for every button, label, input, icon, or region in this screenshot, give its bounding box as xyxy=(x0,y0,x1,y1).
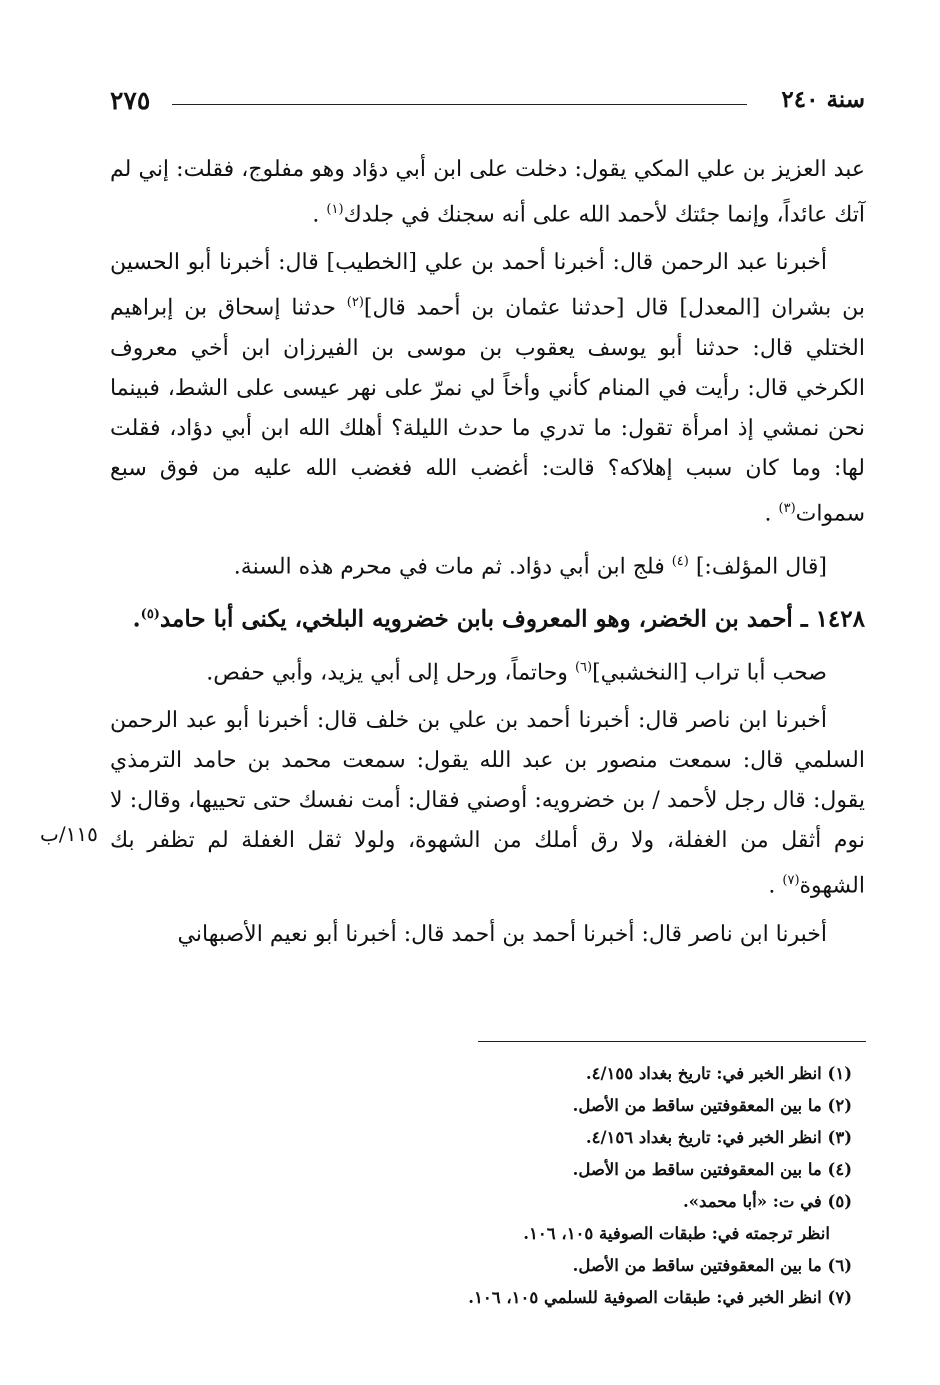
paragraph-5-end: . xyxy=(768,873,783,899)
manuscript-folio-marker: ١١٥/ب xyxy=(40,822,98,846)
header-rule xyxy=(172,104,747,105)
footnote-ref-7: (٧) xyxy=(782,873,800,889)
footnote-1: (١) انظر الخبر في: تاريخ بغداد ٤/١٥٥. xyxy=(585,1064,852,1083)
footnote-ref-3: (٣) xyxy=(778,500,796,516)
footnote-ref-5: (٥) xyxy=(140,607,160,623)
footnote-4: (٤) ما بين المعقوفتين ساقط من الأصل. xyxy=(572,1160,852,1179)
paragraph-5-text: أخبرنا ابن ناصر قال: أخبرنا أحمد بن علي بن خلف قال: أخبرنا أبو عبد الرحمن السلمي قال: سمعت منصور بن عبد الله يقول: سمعت محمد بن حامد الترمذي يقول: قال رجل لأحمد / بن خضرويه: أوصني فقال: أمت نفسك حتى تحييها، وقال: لا نوم أثقل من الغفلة، ولا رق أملك من الشهوة، ولولا ثقل الغفلة لم تظفر بك الشهوة xyxy=(110,708,865,899)
paragraph-2 xyxy=(110,243,865,534)
paragraph-1-text: عبد العزيز بن علي المكي يقول: دخلت على ابن أبي دؤاد وهو مفلوج، فقلت: إني لم آتك عائداً، وإنما جئتك لأحمد الله على أنه سجنك في جلدك xyxy=(110,157,865,228)
footnote-3: (٣) انظر الخبر في: تاريخ بغداد ٤/١٥٦. xyxy=(585,1128,852,1147)
paragraph-1-end: . xyxy=(312,202,327,228)
paragraph-5 xyxy=(110,701,865,906)
footnote-2: (٢) ما بين المعقوفتين ساقط من الأصل. xyxy=(572,1096,852,1115)
footnote-5: (٥) في ت: «أبا محمد». xyxy=(683,1192,852,1211)
footnote-ref-2: (٢) xyxy=(346,295,364,311)
footnote-ref-4: (٤) xyxy=(671,553,689,569)
paragraph-3 xyxy=(110,542,865,587)
entry-heading-end: . xyxy=(132,605,141,633)
paragraph-4-text-b: وحاتماً، ورحل إلى أبي يزيد، وأبي حفص. xyxy=(206,660,575,686)
entry-heading xyxy=(110,595,865,640)
footnote-ref-6: (٦) xyxy=(574,659,593,675)
paragraph-4 xyxy=(110,648,865,693)
page-header xyxy=(110,86,865,120)
main-text xyxy=(110,150,865,963)
paragraph-3-text-a: [قال المؤلف:] xyxy=(688,554,827,580)
footnote-separator xyxy=(478,1041,866,1042)
footnote-5-continued: انظر ترجمته في: طبقات الصوفية ١٠٥، ١٠٦. xyxy=(523,1224,830,1243)
footnote-ref-1: (١) xyxy=(326,202,344,217)
footnotes xyxy=(432,1058,852,1314)
footnote-6: (٦) ما بين المعقوفتين ساقط من الأصل. xyxy=(572,1256,852,1275)
paragraph-6-text: أخبرنا ابن ناصر قال: أخبرنا أحمد بن أحمد قال: أخبرنا أبو نعيم الأصبهاني xyxy=(177,921,827,947)
entry-title: أحمد بن الخضر، وهو المعروف بابن خضرويه البلخي، يكنى أبا حامد xyxy=(159,605,793,633)
page-number: ٢٧٥ xyxy=(110,86,151,115)
footnote-7: (٧) انظر الخبر في: طبقات الصوفية للسلمي ١٠٥، ١٠٦. xyxy=(468,1288,852,1307)
paragraph-3-text-b: فلج ابن أبي دؤاد. ثم مات في محرم هذه السنة. xyxy=(233,554,672,580)
paragraph-2-end: . xyxy=(764,500,779,526)
paragraph-2-text-b: حدثنا إسحاق بن إبراهيم الختلي قال: حدثنا أبو يوسف يعقوب بن موسى بن الفيرزان ابن أخي معروف الكرخي قال: رأيت في المنام كأني وأخاً لي نمرّ على نهر عيسى على الشط، فبينما نحن نمشي إذ امرأة تقول: ما تدري ما حدث الليلة؟ أهلك الله ابن أبي دؤاد، فقلت لها: وما كان سبب إهلاكه؟ قالت: أغضب الله فغضب الله عليه من فوق سبع سموات xyxy=(110,295,865,526)
paragraph-6 xyxy=(110,915,865,955)
entry-number: ١٤٢٨ ـ xyxy=(800,605,865,633)
paragraph-4-text-a: صحب أبا تراب [النخشبي] xyxy=(592,660,827,686)
paragraph-2-text-a: أخبرنا عبد الرحمن قال: أخبرنا أحمد بن علي [الخطيب] قال: أخبرنا أبو الحسين بن بشران [المعدل] قال [حدثنا عثمان بن أحمد قال] xyxy=(110,250,865,321)
paragraph-1 xyxy=(110,150,865,235)
running-head-year: سنة ٢٤٠ xyxy=(781,86,865,113)
